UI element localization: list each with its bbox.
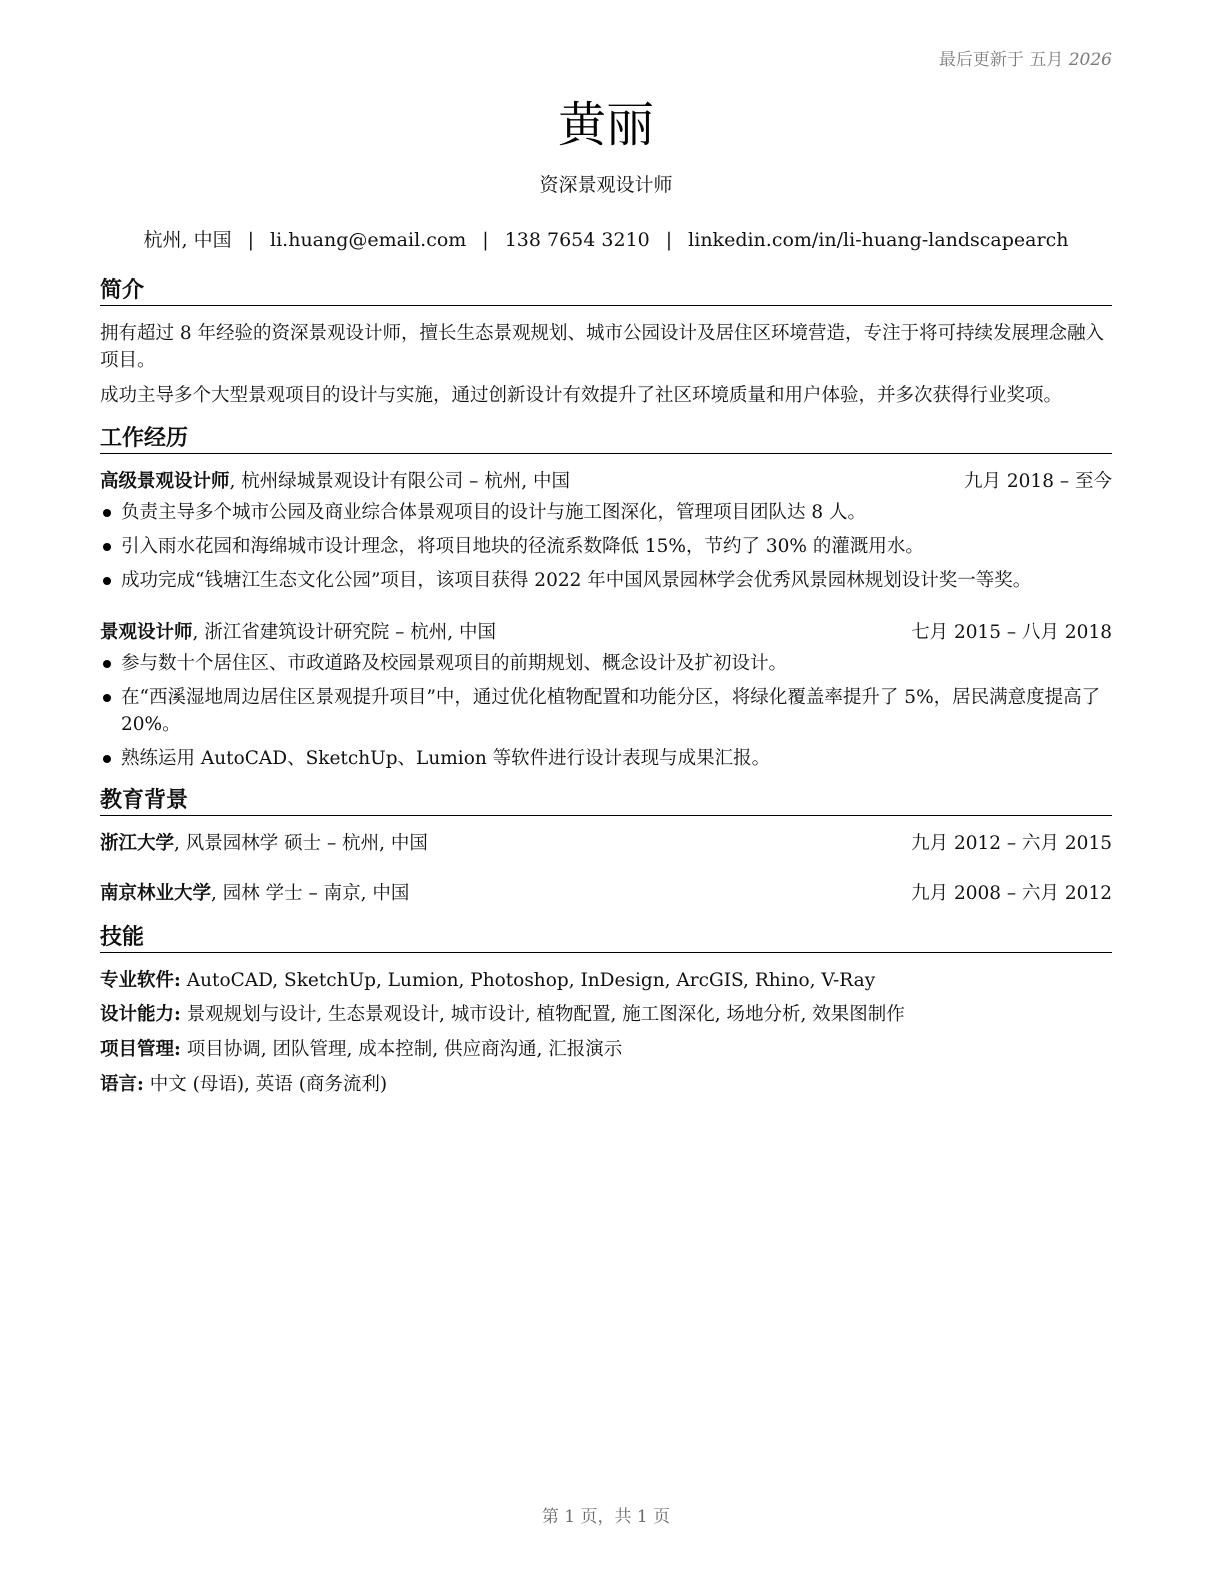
school-name: 南京林业大学 xyxy=(100,883,212,904)
skill-value: 中文 (母语), 英语 (商务流利) xyxy=(149,1074,388,1095)
contact-phone[interactable]: 138 7654 3210 xyxy=(504,229,650,251)
list-item: 熟练运用 AutoCAD、SketchUp、Lumion 等软件进行设计表现与成果汇报。 xyxy=(100,745,1112,772)
job-role: 高级景观设计师 xyxy=(100,471,230,492)
contact-linkedin[interactable]: linkedin.com/in/li-huang-landscapearch xyxy=(688,229,1069,251)
list-item: 参与数十个居住区、市政道路及校园景观项目的前期规划、概念设计及扩初设计。 xyxy=(100,650,1112,677)
section-heading-education: 教育背景 xyxy=(100,788,1112,816)
page-number: 第 1 页，共 1 页 xyxy=(541,1507,671,1527)
job-dates: 七月 2015 – 八月 2018 xyxy=(911,622,1112,643)
section-heading-skills: 技能 xyxy=(100,925,1112,953)
school-name: 浙江大学 xyxy=(100,833,175,854)
skill-row xyxy=(100,1003,1112,1027)
job-bullets xyxy=(100,650,1112,779)
job-header xyxy=(100,621,1112,645)
contact-separator: | xyxy=(665,229,673,251)
skill-row xyxy=(100,1038,1112,1062)
skill-label: 项目管理: xyxy=(100,1039,181,1060)
job-header xyxy=(100,470,1112,494)
job-bullets xyxy=(100,499,1112,601)
degree-info: , 园林 学士 – 南京, 中国 xyxy=(211,883,410,904)
last-updated-year: 2026 xyxy=(1068,50,1112,70)
skill-value: 景观规划与设计, 生态景观设计, 城市设计, 植物配置, 施工图深化, 场地分析, 效果图制作 xyxy=(186,1004,905,1025)
skill-label: 设计能力: xyxy=(100,1004,181,1025)
job-role: 景观设计师 xyxy=(100,622,193,643)
degree-info: , 风景园林学 硕士 – 杭州, 中国 xyxy=(174,833,428,854)
job-title: 资深景观设计师 xyxy=(539,174,673,196)
list-item: 成功完成“钱塘江生态文化公园”项目，该项目获得 2022 年中国风景园林学会优秀风景园林规划设计奖一等奖。 xyxy=(100,567,1112,594)
summary-paragraph: 拥有超过 8 年经验的资深景观设计师，擅长生态景观规划、城市公园设计及居住区环境营造，专注于将可持续发展理念融入项目。 xyxy=(100,323,1105,371)
contact-line xyxy=(100,225,1112,252)
skill-label: 专业软件: xyxy=(100,970,181,991)
section-heading-experience: 工作经历 xyxy=(100,426,1112,454)
contact-separator: | xyxy=(482,229,489,251)
education-dates: 九月 2008 – 六月 2012 xyxy=(911,883,1112,904)
list-item: 引入雨水花园和海绵城市设计理念，将项目地块的径流系数降低 15%，节约了 30% 的灌溉用水。 xyxy=(100,533,1112,560)
education-item xyxy=(100,832,1112,856)
job-dates: 九月 2018 – 至今 xyxy=(964,471,1112,492)
contact-separator: | xyxy=(247,229,255,251)
resume-page xyxy=(100,0,1112,1584)
last-updated xyxy=(939,45,1112,70)
skill-row xyxy=(100,1073,1112,1097)
education-dates: 九月 2012 – 六月 2015 xyxy=(911,833,1112,854)
person-name: 黄丽 xyxy=(557,97,654,153)
skill-label: 语言: xyxy=(100,1074,144,1095)
list-item: 在“西溪湿地周边居住区景观提升项目”中，通过优化植物配置和功能分区，将绿化覆盖率提升了 5%，居民满意度提高了 20%。 xyxy=(100,684,1112,738)
job-company: , 杭州绿城景观设计有限公司 – 杭州, 中国 xyxy=(229,471,571,492)
contact-email[interactable]: li.huang@email.com xyxy=(270,229,467,251)
job-company: , 浙江省建筑设计研究院 – 杭州, 中国 xyxy=(192,622,497,643)
last-updated-label: 最后更新于 五月 xyxy=(938,50,1064,70)
skill-row xyxy=(100,969,1112,993)
list-item: 负责主导多个城市公园及商业综合体景观项目的设计与施工图深化，管理项目团队达 8 人。 xyxy=(100,499,1112,526)
section-heading-summary: 简介 xyxy=(100,278,1112,306)
skill-value: 项目协调, 团队管理, 成本控制, 供应商沟通, 汇报演示 xyxy=(186,1039,623,1060)
summary-paragraph: 成功主导多个大型景观项目的设计与实施，通过创新设计有效提升了社区环境质量和用户体验，并多次获得行业奖项。 xyxy=(100,385,1063,406)
education-item xyxy=(100,882,1112,906)
skill-value: AutoCAD, SketchUp, Lumion, Photoshop, InDesign, ArcGIS, Rhino, V-Ray xyxy=(186,970,876,991)
contact-location: 杭州, 中国 xyxy=(143,229,232,251)
